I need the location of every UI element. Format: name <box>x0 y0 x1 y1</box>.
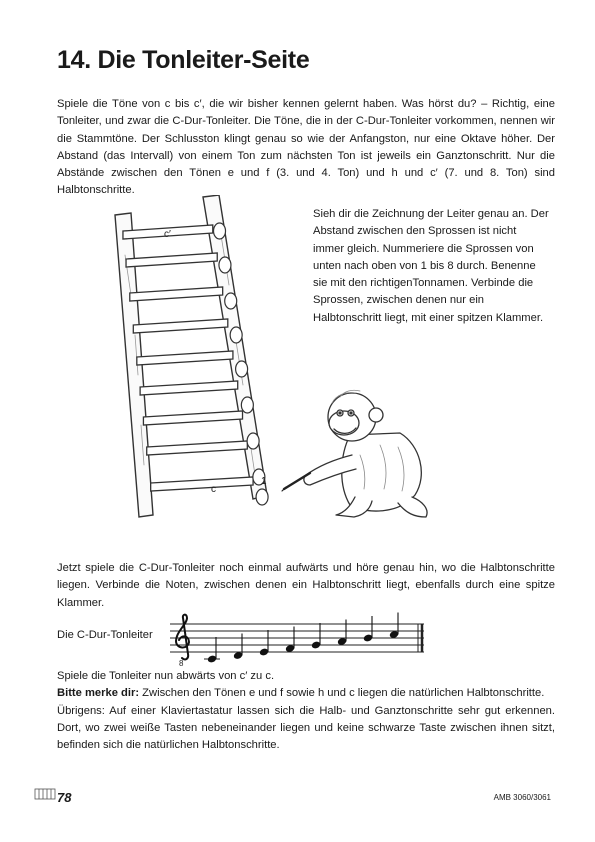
ladder-hole <box>214 223 226 239</box>
remember-label: Bitte merke dir: <box>57 687 140 700</box>
ladder-rung <box>140 381 238 395</box>
staff-label: Die C-Dur-Tonleiter <box>57 629 153 641</box>
treble-clef-icon <box>176 615 189 660</box>
intro-paragraph: Spiele die Töne von c bis c′, die wir bisher kennen gelernt haben. Was hörst du? – Richtig, eine Tonleiter, und zwar die C-Dur-Tonleiter. Die Töne, die in der C-Dur-Tonleiter vorkommen, nennen wir die Stammtöne. Der Schlusston klingt genau so wie der Anfangston, nur eine Oktave höher. Der Abstand (das Intervall) von einem Ton zum nächsten Ton ist jeweils ein Ganztonschritt. Nur die Abstände zwischen den Tönen e und f (3. und 4. Ton) und h und c′ (7. und 8. Ton) sind Halbtonschritte. <box>57 98 555 197</box>
ladder-instructions: Sieh dir die Zeichnung der Leiter genau an. Der Abstand zwischen den Sprossen ist nicht immer gleich. Nummeriere die Sprossen von unten nach oben von 1 bis 8 durch. Benenne sie mit den richtigenTonnamen. Verbinde die Sprossen, zwischen denen nur ein Halbtonschritt liegt, mit einer spitzen Klammer. <box>313 208 549 324</box>
ladder-hole <box>256 489 268 505</box>
ladder-rung <box>137 351 233 365</box>
publication-code: AMB 3060/3061 <box>493 793 551 802</box>
keyboard-note: Übrigens: Auf einer Klaviertastatur lassen sich die Halb- und Ganztonschritte sehr gut erkennen. Dort, wo zwei weiße Tasten nebeneinander liegen und keine schwarze Taste zwischen ihnen sitzt, befinden sich die natürlichen Halbtonschritte. <box>57 704 555 752</box>
music-staff <box>170 612 430 668</box>
page-number: 78 <box>57 790 72 805</box>
ladder-rung <box>151 477 253 491</box>
ladder-hole <box>230 327 242 343</box>
ladder-rung <box>133 319 228 333</box>
ladder-rung <box>143 411 242 425</box>
scale-instructions: Jetzt spiele die C-Dur-Tonleiter noch einmal aufwärts und höre genau hin, wo die Halbtonschritte liegen. Verbinde die Noten, zwischen denen ein Halbtonschritt liegt, ebenfalls durch eine spitze Klammer. <box>57 562 555 609</box>
ladder-hole <box>225 293 237 309</box>
ladder-hole <box>219 257 231 273</box>
footer-keyboard-icon <box>34 788 56 800</box>
remember-text: Zwischen den Tönen e und f sowie h und c liegen die natürlichen Halbtonschritte. <box>139 687 545 700</box>
monkey-illustration <box>280 385 440 525</box>
bottom-rung-number: 1 <box>261 476 267 487</box>
ladder-hole <box>247 433 259 449</box>
ladder-illustration <box>95 195 275 535</box>
descending-text: Spiele die Tonleiter nun abwärts von c′ zu c. <box>57 670 275 682</box>
bottom-rung-label: c <box>211 484 216 495</box>
page-title: 14. Die Tonleiter-Seite <box>57 46 310 74</box>
clef-octave-mark: 8 <box>179 659 184 668</box>
ladder-hole <box>241 397 253 413</box>
top-rung-label: c′ <box>164 229 171 240</box>
ladder-rung <box>126 253 217 267</box>
ladder-hole <box>236 361 248 377</box>
ladder-rung <box>147 441 248 455</box>
ladder-rung <box>130 287 223 301</box>
closing-paragraph <box>57 668 555 754</box>
